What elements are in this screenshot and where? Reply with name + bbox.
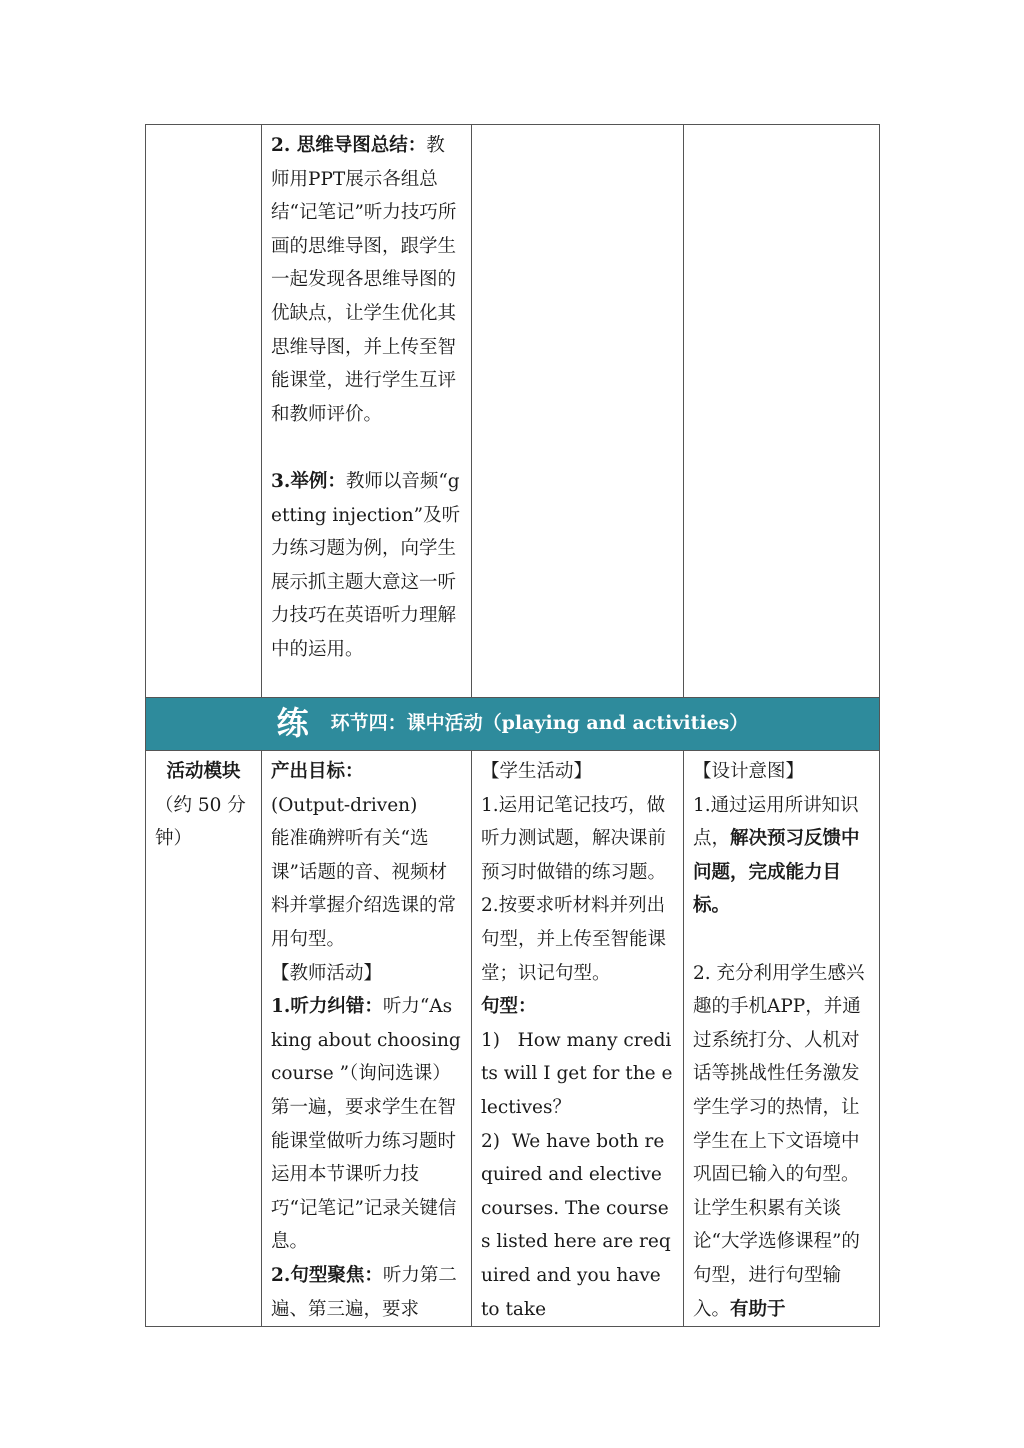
lesson-plan-table — [145, 124, 880, 1327]
empty-cell — [146, 125, 262, 698]
design-item-2-text: 2. 充分利用学生感兴趣的手机APP，并通过系统打分、人机对话等挑战性任务激发学生学习的热情，让学生在上下文语境中巩固已输入的句型。让学生积累有关谈论“大学选修课程”的句型，进行句型输入。 — [693, 962, 865, 1320]
student-item-2: 2.按要求听材料并列出句型，并上传至智能课堂；识记句型。 — [481, 895, 667, 984]
design-intent-header: 【设计意图】 — [693, 761, 805, 782]
goal-label: 产出目标： — [271, 761, 364, 782]
section-banner — [146, 698, 880, 751]
design-intent-cell — [684, 751, 880, 1327]
goal-en: (Output-driven) — [271, 794, 418, 816]
item1-text: 听力“Asking about choosing course ”（询问选课）第一遍，要求学生在智能课堂做听力练习题时运用本节课听力技巧“记笔记”记录关键信息。 — [271, 996, 461, 1253]
table-row — [146, 751, 880, 1327]
student-activity-header: 【学生活动】 — [481, 761, 593, 782]
teacher-activity-header: 【教师活动】 — [271, 962, 383, 984]
teacher-activity-cell — [262, 125, 472, 698]
design-item-1-text: 1.通过运用所讲知识点， — [693, 794, 859, 850]
step2-label: 2. 思维导图总结： — [271, 135, 427, 156]
student-activity-cell — [472, 751, 684, 1327]
banner-title: 环节四：课中活动（playing and activities） — [330, 712, 749, 735]
step2-text: 教师用PPT展示各组总结“记笔记”听力技巧所画的思维导图，跟学生一起发现各思维导图的优缺点，让学生优化其思维导图，并上传至智能课堂，进行学生互评和教师评价。 — [271, 135, 457, 425]
module-cell — [146, 751, 262, 1327]
banner-char: 练 — [276, 704, 309, 743]
goal-text: 能准确辨听有关“选课”话题的音、视频材料并掌握介绍选课的常用句型。 — [271, 828, 457, 950]
section-banner-row — [146, 698, 880, 751]
module-duration: （约 50 分钟） — [155, 794, 246, 850]
design-item-2-bold: 有助于 — [730, 1298, 786, 1320]
pattern-label: 句型： — [481, 996, 537, 1018]
step3-text: 教师以音频“getting injection”及听力练习题为例，向学生展示抓主题大意这一听力技巧在英语听力理解中的运用。 — [271, 470, 461, 660]
empty-cell — [684, 125, 880, 698]
pattern-2: 2) We have both required and elective courses. The courses listed here are required and you have to take — [481, 1130, 671, 1320]
pattern-1: 1) How many credits will I get for the electives？ — [481, 1029, 673, 1118]
item1-label: 1.听力纠错： — [271, 996, 383, 1018]
step3-label: 3.举例： — [271, 470, 346, 492]
empty-cell — [472, 125, 684, 698]
module-title: 活动模块 — [166, 761, 241, 782]
item2-text: 听力第二遍、第三遍，要求 — [271, 1264, 457, 1320]
table-row — [146, 125, 880, 698]
student-item-1: 1.运用记笔记技巧，做听力测试题，解决课前预习时做错的练习题。 — [481, 794, 667, 883]
design-item-1-bold: 解决预习反馈中问题，完成能力目标。 — [693, 828, 860, 917]
item2-label: 2.句型聚焦： — [271, 1264, 383, 1286]
teacher-activity-cell — [262, 751, 472, 1327]
